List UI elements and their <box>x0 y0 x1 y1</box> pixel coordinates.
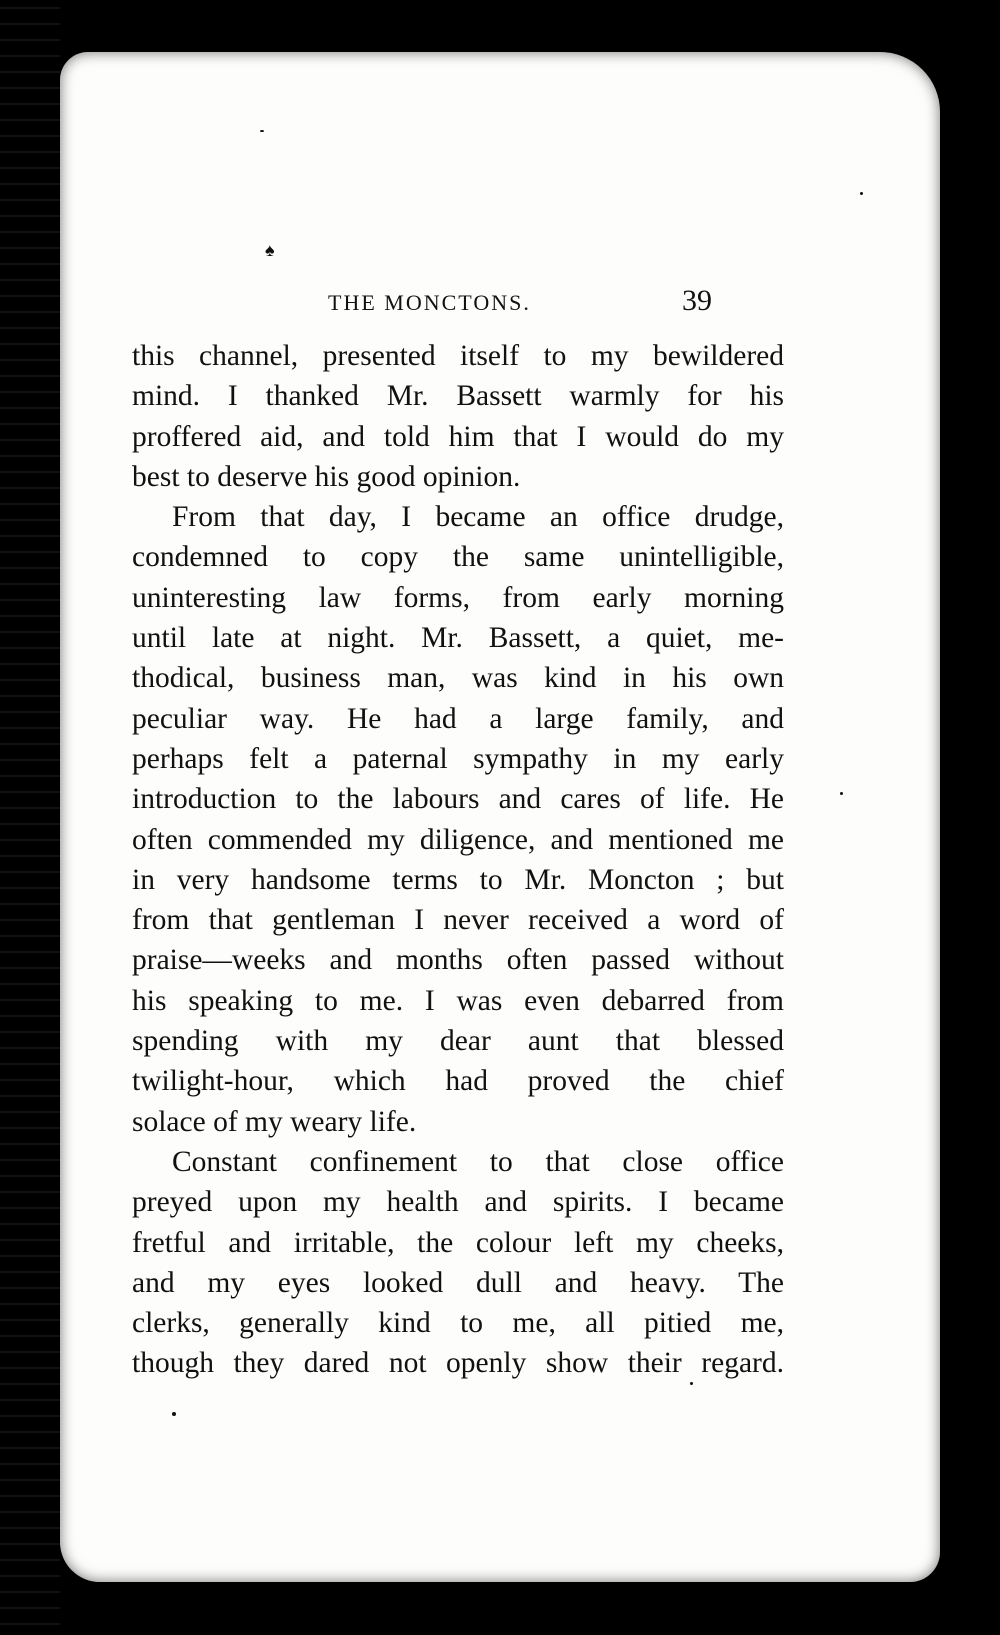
page-number: 39 <box>682 284 712 317</box>
text-line: condemned to copy the same unintelligible, <box>132 541 784 574</box>
text-line: uninteresting law forms, from early morning <box>132 581 784 614</box>
text-line: best to deserve his good opinion. <box>132 460 521 493</box>
body-text <box>132 336 784 1384</box>
text-line: though they dared not openly show their regard. <box>132 1347 784 1380</box>
text-line: this channel, presented itself to my bewildered <box>132 340 784 372</box>
text-line: often commended my diligence, and mentioned me <box>132 823 784 856</box>
paragraph-2 <box>132 497 784 1142</box>
text-line: his speaking to me. I was even debarred from <box>132 984 784 1017</box>
text-line: clerks, generally kind to me, all pitied me, <box>132 1307 784 1340</box>
running-title: THE MONCTONS. <box>328 290 531 315</box>
text-line: preyed upon my health and spirits. I became <box>132 1186 784 1219</box>
book-spine-edge <box>0 0 60 1635</box>
scan-speck <box>840 792 843 795</box>
text-line: praise—weeks and months often passed without <box>132 944 784 977</box>
scan-speck <box>860 192 863 195</box>
text-line: fretful and irritable, the colour left my cheeks, <box>132 1226 784 1259</box>
text-line: in very handsome terms to Mr. Moncton ; but <box>132 863 784 896</box>
text-line: until late at night. Mr. Bassett, a quiet, me- <box>132 622 784 655</box>
text-line: introduction to the labours and cares of life. He <box>132 783 784 816</box>
text-line: peculiar way. He had a large family, and <box>132 702 784 735</box>
text-line: thodical, business man, was kind in his own <box>132 662 784 695</box>
text-line: and my eyes looked dull and heavy. The <box>132 1266 784 1299</box>
text-line: From that day, I became an office drudge, <box>172 501 784 534</box>
scan-speck <box>260 130 264 132</box>
text-line: solace of my weary life. <box>132 1105 417 1138</box>
page-header <box>60 284 940 324</box>
text-line: Constant confinement to that close office <box>172 1145 784 1178</box>
text-line: mind. I thanked Mr. Bassett warmly for his <box>132 380 784 413</box>
text-line: spending with my dear aunt that blessed <box>132 1025 784 1058</box>
scan-speck <box>690 1382 693 1385</box>
scan-speck <box>172 1412 176 1416</box>
paragraph-3 <box>132 1142 784 1384</box>
text-line: perhaps felt a paternal sympathy in my early <box>132 742 784 775</box>
text-line: from that gentleman I never received a word of <box>132 904 784 937</box>
text-line: proffered aid, and told him that I would do my <box>132 420 784 453</box>
printer-mark: ♠ <box>265 240 275 260</box>
text-line: twilight-hour, which had proved the chief <box>132 1065 784 1098</box>
book-page <box>60 52 940 1582</box>
paragraph-1 <box>132 336 784 497</box>
